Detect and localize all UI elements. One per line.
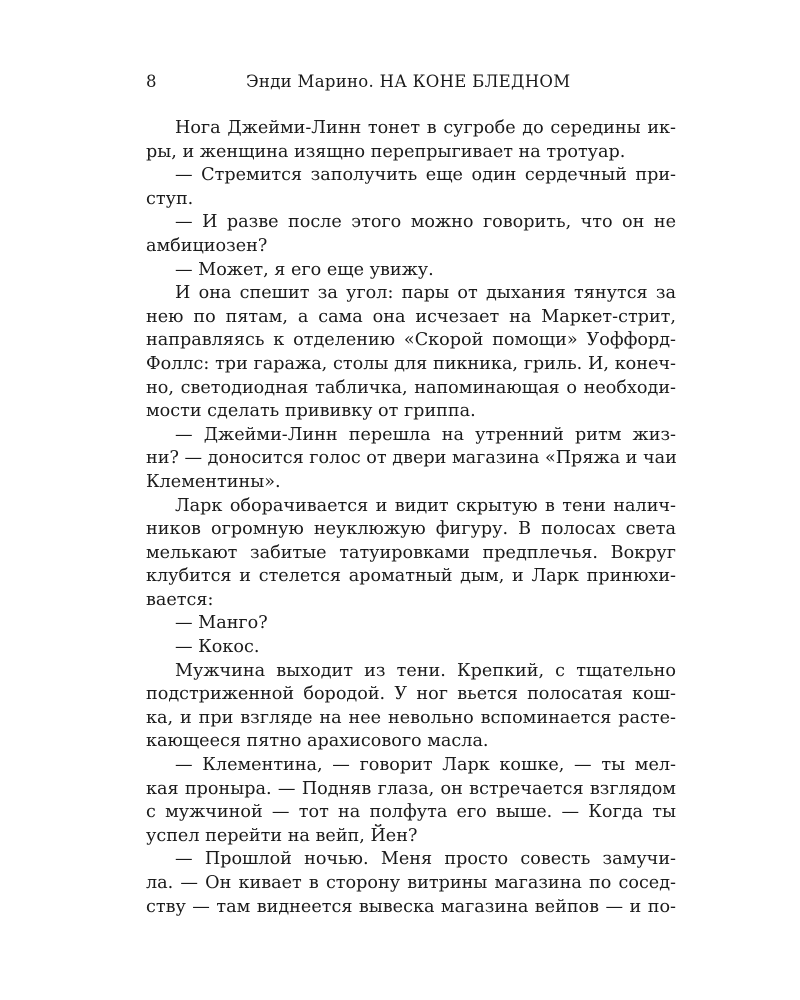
text-line: — Стремится заполучить еще один сердечный при- [175,165,676,186]
text-line: И она спешит за угол: пары от дыхания тянутся за [175,283,676,304]
text-line: направляясь к отделению «Скорой помощи» Уоффорд- [146,330,676,351]
text-line: кая проныра. — Подняв глаза, он встречается взглядом [146,778,676,799]
text-line: — Клементина, — говорит Ларк кошке, — ты мел- [175,755,676,776]
running-title: Энди Марино. НА КОНЕ БЛЕДНОМ [246,72,571,91]
text-line: ры, и женщина изящно перепрыгивает на тротуар. [146,141,626,162]
text-line: ла. — Он кивает в сторону витрины магазина по сосед- [146,873,676,893]
text-line: с мужчиной — тот на полфута его выше. — Когда ты [146,802,676,823]
text-line: ка, и при взгляде на нее невольно вспоминается расте- [146,707,676,728]
text-line: но, светодиодная табличка, напоминающая о необходи- [146,377,676,398]
text-line: — Джейми-Линн перешла на утренний ритм жиз- [175,424,676,445]
text-line: — Может, я его еще увижу. [175,259,434,280]
body-text [146,117,676,919]
text-line: ни? — доносится голос от двери магазина «Пряжа и чаи [146,448,677,469]
text-line: кающееся пятно арахисового масла. [146,731,489,752]
text-line: нею по пятам, а сама она исчезает на Маркет-стрит, [146,306,676,327]
text-line: — Кокос. [175,637,260,658]
text-line: подстриженной бородой. У ног вьется полосатая кош- [146,684,676,705]
text-line: успел перейти на вейп, Йен? [146,825,418,846]
text-line: — Прошлой ночью. Меня просто совесть замучи- [175,849,676,870]
text-line: Фоллс: три гаража, столы для пикника, гриль. И, конеч- [146,353,676,374]
text-line: ступ. [146,188,194,209]
text-line: амбициозен? [146,235,268,256]
text-line: клубится и стелется ароматный дым, и Ларк принюхи- [146,566,676,587]
text-line: Мужчина выходит из тени. Крепкий, с тщательно [175,660,676,681]
text-line: вается: [146,589,214,610]
text-line: — Манго? [175,613,268,634]
text-line: мелькают забитые татуировками предплечья. Вокруг [146,542,676,563]
page-number: 8 [146,72,157,91]
text-line: Нога Джейми-Линн тонет в сугробе до середины ик- [175,118,676,138]
text-line: — И разве после этого можно говорить, что он не [175,212,676,233]
text-line: Клементины». [146,471,281,492]
text-line: Ларк оборачивается и видит скрытую в тени налич- [175,495,676,516]
text-line: мости сделать прививку от гриппа. [146,401,476,422]
text-line: ству — там виднеется вывеска магазина вейпов — и по- [146,896,676,917]
text-line: ников огромную неуклюжую фигуру. В полосах света [146,519,676,540]
